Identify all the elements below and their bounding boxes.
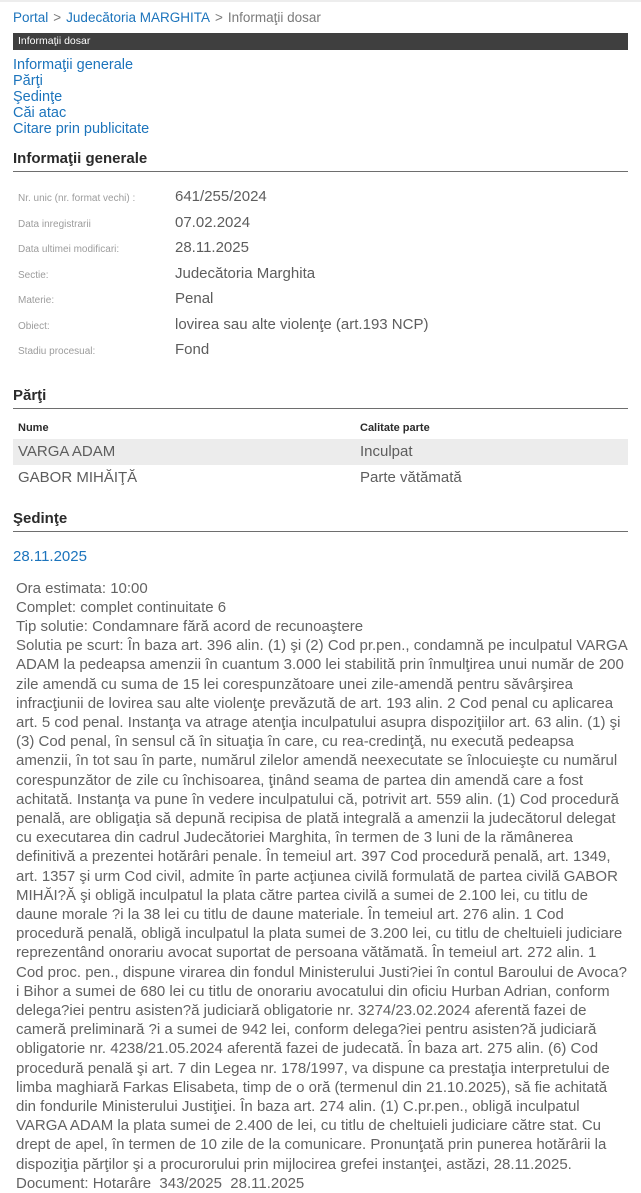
field-stadiu-procesual <box>13 341 628 367</box>
hearing-ora-estimata: Ora estimata: 10:00 <box>16 579 628 598</box>
nav-link-citare-publicitate[interactable]: Citare prin publicitate <box>13 121 628 137</box>
parties-header-row <box>13 418 628 439</box>
party-name: VARGA ADAM <box>13 439 355 465</box>
field-label: Stadiu procesual: <box>13 346 175 357</box>
breadcrumb-separator: > <box>53 10 61 25</box>
nav-link-cai-atac[interactable]: Căi atac <box>13 105 628 121</box>
field-value: 641/255/2024 <box>175 188 267 205</box>
title-bar-label: Informaţii dosar <box>18 35 90 47</box>
field-sectie <box>13 265 628 291</box>
page-anchor-nav <box>13 57 628 137</box>
case-details-page <box>0 2 641 1193</box>
field-label: Sectie: <box>13 270 175 281</box>
field-value: Penal <box>175 290 213 307</box>
column-header-nume: Nume <box>13 418 355 439</box>
field-data-ultimei-modificari <box>13 239 628 265</box>
general-info-fields <box>13 172 628 369</box>
field-data-inregistrarii <box>13 214 628 240</box>
field-value: Fond <box>175 341 209 358</box>
nav-link-sedinte[interactable]: Şedinţe <box>13 89 628 105</box>
table-row <box>13 465 628 491</box>
hearing-solutia-pe-scurt: Solutia pe scurt: În baza art. 396 alin. (1) şi (2) Cod pr.pen., condamnă pe inculpatul VARGA ADAM la pedeapsa amenzii în cuantum 3.000 lei stabilită prin înmulţirea unui număr de 200 zile amendă cu suma de 15 lei corespunzătoare unei zile-amendă pentru săvârşirea infracţiunii de lovirea sau alte violenţe prevăzută de art. 193 alin. 2 Cod penal cu aplicarea art. 5 cod penal. Instanţa va atrage atenţia inculpatului asupra dispoziţiilor art. 63 alin. (1) şi (3) Cod penal, în sensul că în situaţia în care, cu rea-credinţă, nu execută pedeapsa amenzii, în tot sau în parte, numărul zilelor amendă neexecutate se înlocuieşte cu numărul corespunzător de zile cu închisoarea, ţinând seama de partea din amendă care a fost achitată. Instanţa va pune în vedere inculpatului că, potrivit art. 559 alin. (1) Cod procedură penală, are obligaţia să depună recipisa de plată integrală a amenzii la judecătorul delegat cu executarea din cadrul Judecătoriei Marghita, în termen de 3 luni de la rămânerea definitivă a prezentei hotărâri penale. În temeiul art. 397 Cod procedură penală, art. 1349, art. 1357 şi urm Cod civil, admite în parte acţiunea civilă formulată de partea civilă GABOR MIHĂI?Ă şi obligă inculpatul la plata către partea civilă a sumei de 2.100 lei, cu titlu de daune morale ?i la 38 lei cu titlu de daune materiale. În temeiul art. 276 alin. 1 Cod procedură penală, obligă inculpatul la plata sumei de 3.200 lei, cu titlu de cheltuieli judiciare reprezentând onorariu avocat suportat de persoana vătămată. În temeiul art. 272 alin. 1 Cod proc. pen., dispune virarea din fondul Ministerului Justi?iei în contul Baroului de Avoca?i Bihor a sumei de 680 lei cu titlu de onorariu avocatului din oficiu Hurban Adrian, conform delega?iei pentru asisten?ă judiciară obligatorie nr. 3274/23.02.2024 aferentă fazei de cameră preliminară ?i a sumei de 942 lei, conform delega?iei pentru asisten?ă judiciară obligatorie nr. 4238/21.05.2024 aferentă fazei de judecată. În baza art. 275 alin. (6) Cod procedură penală şi art. 7 din Legea nr. 178/1997, va dispune ca prestaţia interpretului de limba maghiară Farkas Elisabeta, timp de o oră (termenul din 21.10.2025), să fie achitată din fondurile Ministerului Justiţiei. În baza art. 274 alin. (1) C.pr.pen., obligă inculpatul VARGA ADAM la plata sumei de 2.400 de lei, cu titlu de cheltuieli judiciare către stat. Cu drept de apel, în termen de 10 zile de la comunicare. Pronunţată prin punerea hotărârii la dispoziţia părţilor şi a procurorului prin mijlocirea grefei instanţei, astăzi, 28.11.2025. <box>16 636 628 1174</box>
heading-informatii-generale: Informaţii generale <box>13 150 628 172</box>
party-role: Parte vătămată <box>355 465 628 491</box>
column-header-calitate-parte: Calitate parte <box>355 418 628 439</box>
field-label: Nr. unic (nr. format vechi) : <box>13 193 175 204</box>
breadcrumb-separator: > <box>215 10 223 25</box>
nav-link-informatii-generale[interactable]: Informaţii generale <box>13 57 628 73</box>
hearing-details <box>13 579 628 1193</box>
table-row <box>13 439 628 465</box>
hearing-document: Document: Hotarâre 343/2025 28.11.2025 <box>16 1174 628 1193</box>
hearing-date-link[interactable]: 28.11.2025 <box>13 548 87 565</box>
party-role: Inculpat <box>355 439 628 465</box>
field-materie <box>13 290 628 316</box>
field-label: Data ultimei modificari: <box>13 244 175 255</box>
parties-table <box>13 418 628 491</box>
field-label: Obiect: <box>13 321 175 332</box>
heading-sedinte: Şedinţe <box>13 510 628 532</box>
nav-link-parti[interactable]: Părţi <box>13 73 628 89</box>
field-nr-unic <box>13 188 628 214</box>
field-label: Data inregistrarii <box>13 219 175 230</box>
breadcrumb-current: Informaţii dosar <box>228 10 321 25</box>
field-obiect <box>13 316 628 342</box>
breadcrumb-link-court[interactable]: Judecătoria MARGHITA <box>66 10 210 25</box>
hearing-complet: Complet: complet continuitate 6 <box>16 598 628 617</box>
section-title-bar <box>13 33 628 50</box>
heading-parti: Părţi <box>13 387 628 409</box>
party-name: GABOR MIHĂIŢĂ <box>13 465 355 491</box>
field-value: lovirea sau alte violenţe (art.193 NCP) <box>175 316 428 333</box>
hearing-tip-solutie: Tip solutie: Condamnare fără acord de recunoaştere <box>16 617 628 636</box>
field-value: 28.11.2025 <box>175 239 249 256</box>
field-value: 07.02.2024 <box>175 214 250 231</box>
breadcrumb-link-portal[interactable]: Portal <box>13 10 48 25</box>
breadcrumb <box>13 2 628 25</box>
field-label: Materie: <box>13 295 175 306</box>
field-value: Judecătoria Marghita <box>175 265 315 282</box>
